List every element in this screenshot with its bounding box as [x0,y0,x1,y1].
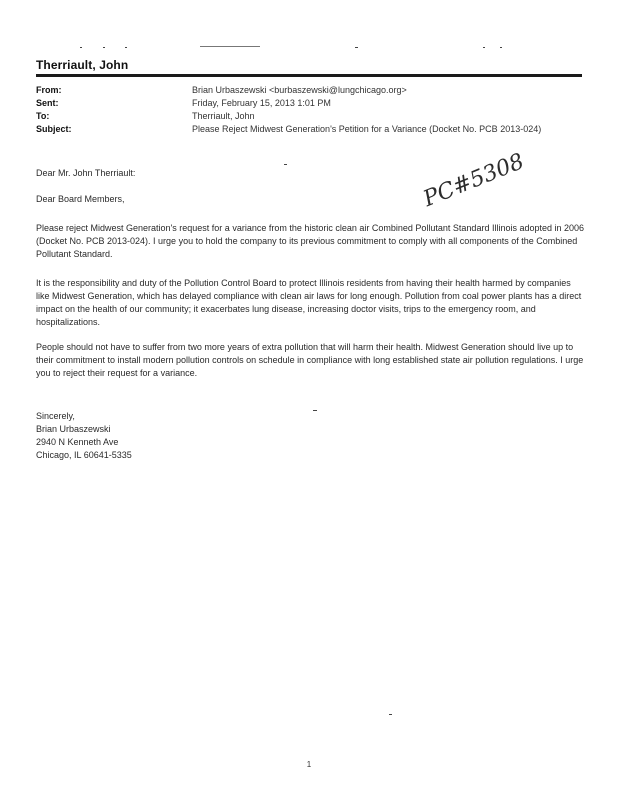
signature-address: 2940 N Kenneth Ave [36,437,119,447]
greeting-text-1: Dear Mr. John Therriault: [36,168,136,178]
from-row [36,84,582,97]
scan-speck [200,46,260,47]
from-label: From: [36,85,62,95]
to-row [36,110,582,123]
paragraph-3-text: People should not have to suffer from two more years of extra pollution that will harm their health. Midwest Generation should live up to their commitment to install modern pollution controls on schedule in compliance with long established state air pollution regulations. I urge you to reject their request for a variance. [36,342,584,378]
handwritten-annotation-text: PC#5308 [419,149,528,213]
sender-name: Therriault, John [36,58,129,72]
to-value: Therriault, John [192,111,255,121]
scan-speck [355,47,358,48]
email-header [36,84,582,136]
greeting-line-2 [36,193,584,206]
paragraph-1-text: Please reject Midwest Generation's request for a variance from the historic clean air Combined Pollutant Standard Illinois adopted in 2006 (Docket No. PCB 2013-024). I urge you to hold the company to its previous commitment to comply with all components of the Combined Pollutant Standard. [36,223,585,259]
signature-name: Brian Urbaszewski [36,424,111,434]
to-label: To: [36,111,50,121]
body-paragraph-1 [36,222,584,261]
body-paragraph-2 [36,277,584,329]
page-number: 1 [306,760,312,769]
paragraph-2-text: It is the responsibility and duty of the Pollution Control Board to protect Illinois residents from having their health harmed by companies like Midwest Generation, which has delayed compliance with clean air laws for long enough. Pollution from coal power plants has a direct impact on the health of our community; it exacerbates lung disease, increasing doctor visits, trips to the emergency room, and hospitalizations. [36,278,582,327]
sent-label: Sent: [36,98,59,108]
scan-speck [500,47,502,48]
scan-speck [125,47,127,48]
greeting-text-2: Dear Board Members, [36,194,125,204]
signature-block [36,410,584,462]
closing-text: Sincerely, [36,411,75,421]
scan-speck [483,47,485,48]
subject-row [36,123,582,136]
scan-speck [103,47,105,48]
from-value: Brian Urbaszewski <burbaszewski@lungchicago.org> [192,85,407,95]
subject-label: Subject: [36,124,72,134]
subject-value: Please Reject Midwest Generation's Petition for a Variance (Docket No. PCB 2013-024) [192,124,542,134]
sent-row [36,97,582,110]
signature-city: Chicago, IL 60641-5335 [36,450,132,460]
greeting-line-1 [36,167,584,180]
body-paragraph-3 [36,341,584,380]
header-divider [36,74,582,77]
scan-speck [389,714,392,715]
sent-value: Friday, February 15, 2013 1:01 PM [192,98,331,108]
scan-speck [284,164,287,165]
scan-speck [80,47,82,48]
